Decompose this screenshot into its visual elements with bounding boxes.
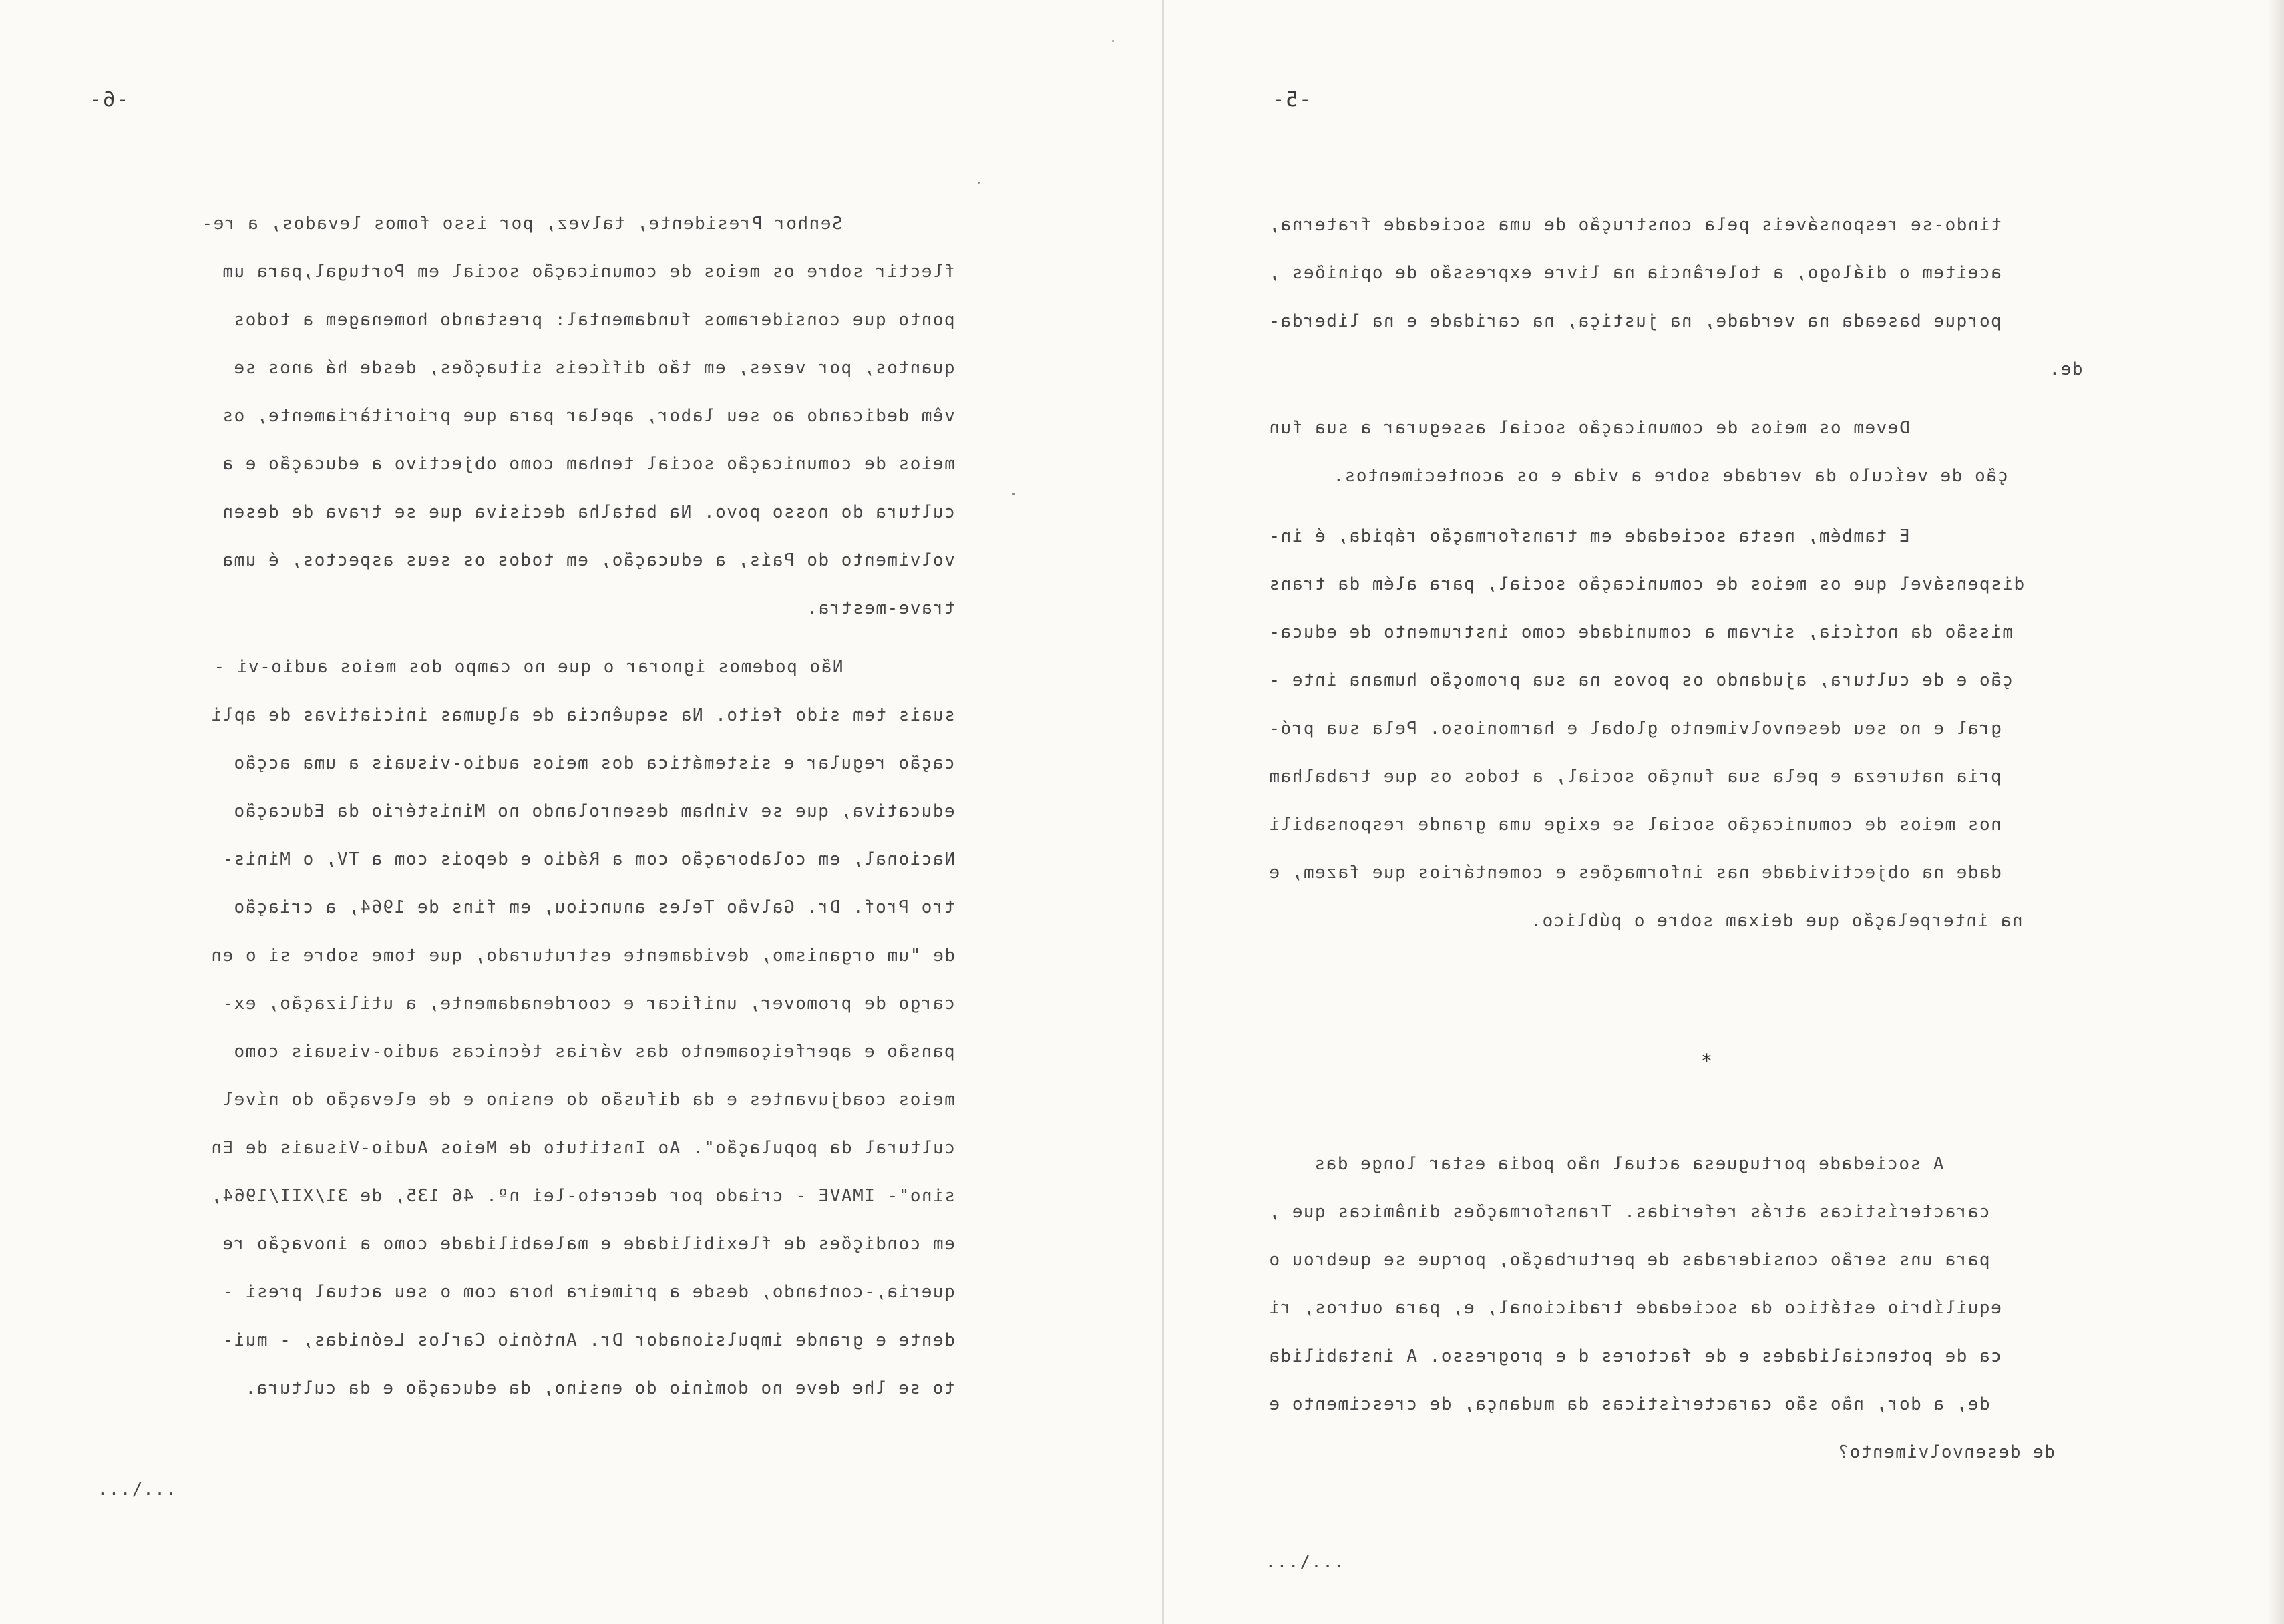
text-line: aceitem o diálogo, a tolerância na livre expressão de opiniões ,	[1268, 263, 2002, 283]
text-line: características atrás referidas. Transformações dinâmicas que ,	[1268, 1202, 1990, 1222]
text-line: quantos, por vezes, em tão difíceis situações, desde há anos se	[233, 358, 955, 378]
text-line: ção e de cultura, ajudando os povos na sua promoção humana inte -	[1268, 670, 2013, 690]
text-line: trave-mestra.	[806, 598, 955, 618]
text-line: tindo-se responsáveis pela construção de uma sociedade fraterna,	[1268, 215, 2002, 235]
text-line: de.	[2048, 359, 2083, 379]
continuation-mark: ...\...	[1264, 1552, 1345, 1572]
text-line: cultural da população". Ao Instituto de Meios Audio-Visuais de En	[210, 1138, 955, 1158]
text-line: missão da notícia, sirvam a comunidade como instrumento de educa-	[1268, 622, 2013, 642]
text-line: meios coadjuvantes e da difusão do ensino e de elevação do nível	[222, 1090, 955, 1110]
text-line: Senhor Presidente, talvez, por isso fomos levados, a re-	[201, 214, 843, 234]
text-line: dente e grande impulsionador Dr. António Carlos Leónidas, - mui-	[222, 1330, 955, 1350]
text-line: ponto que consideramos fundamental: prestando homenagem a todos	[233, 310, 955, 330]
text-line: Nacional, em colaboração com a Rádio e depois com a TV, o Minis-	[222, 849, 955, 869]
text-line: suais tem sido feito. Na sequência de algumas iniciativas de apli	[210, 705, 955, 725]
paper-speck	[1112, 40, 1114, 42]
page-number: -5-	[1271, 88, 1312, 112]
text-line: A sociedade portuguesa actual não podia estar longe das	[1314, 1154, 1944, 1174]
text-line: pria natureza e pela sua função social, a todos os que trabalham	[1268, 767, 2002, 787]
page-edge-shadow	[2267, 0, 2284, 1624]
paper-speck	[1012, 493, 1015, 495]
text-line: gral e no seu desenvolvimento global e harmonioso. Pela sua pró-	[1268, 719, 2002, 739]
text-line: vêm dedicando ao seu labor, apelar para que prioritàriamente, os	[222, 406, 955, 426]
text-line: para uns serão consideradas de perturbação, porque se quebrou o	[1268, 1250, 1990, 1270]
text-line: na interpelação que deixam sobre o público.	[1530, 911, 2023, 931]
text-line: porque baseada na verdade, na justiça, na caridade e na liberda-	[1268, 311, 2002, 331]
text-line: dispensável que os meios de comunicação social, para além da trans	[1268, 574, 2025, 594]
text-line: de "um organismo, devidamente estruturado, que tome sobre si o en	[210, 946, 955, 966]
text-line: ção de veículo da verdade sobre a vida e os acontecimentos.	[1332, 466, 2009, 486]
text-line: E também, nesta sociedade em transformação rápida, é in-	[1268, 526, 1910, 546]
right-page	[1164, 0, 2267, 1624]
text-line: to se lhe deve no domínio do ensino, da educação e da cultura.	[244, 1378, 955, 1398]
text-line: Devem os meios de comunicação social assegurar a sua fun	[1268, 418, 1910, 438]
text-line: Não podemos ignorar o que no campo dos meios audio-vi -	[212, 657, 843, 677]
text-line: flectir sobre os meios de comunicação social em Portugal,para um	[222, 262, 955, 282]
text-line: queria,-contando, desde a primeira hora com o seu actual presi -	[222, 1282, 955, 1302]
text-line: cultura do nosso povo. Na batalha decisiva que se trava de desen	[222, 502, 955, 522]
text-line: meios de comunicação social tenham como objectivo a educação e a	[222, 454, 955, 474]
page-number: -6-	[88, 88, 129, 112]
text-line: ca de potencialidades e de factores d e progresso. A instabilida	[1268, 1346, 2002, 1366]
text-line: pansão e aperfeiçoamento das várias técnicas audio-visuais como	[233, 1042, 955, 1062]
text-line: tro Prof. Dr. Galvão Teles anunciou, em fins de 1964, a criação	[233, 897, 955, 918]
text-line: equilíbrio estático da sociedade tradicional, e, para outros, ri	[1268, 1298, 2002, 1318]
text-line: educativa, que se vinham desenrolando no Ministério da Educação	[233, 801, 955, 821]
text-line: de, a dor, não são características da mudança, de crescimento e	[1268, 1394, 1990, 1414]
text-line: de desenvolvimento?	[1837, 1442, 2055, 1462]
text-line: cação regular e sistemática dos meios audio-visuais a uma acção	[233, 753, 955, 773]
text-line: sino"- IMAVE - criado por decreto-lei nº. 46 135, de 31/XII/1964,	[210, 1186, 955, 1206]
text-line: nos meios de comunicação social se exige uma grande responsabili	[1268, 815, 2002, 835]
text-line: volvimento do País, a educação, em todos os seus aspectos, é uma	[222, 550, 955, 570]
continuation-mark: ...\...	[96, 1480, 177, 1500]
text-line: em condições de flexibilidade e maleabilidade como a inovação re	[222, 1234, 955, 1254]
text-line: cargo de promover, unificar e coordenadamente, a utilização, ex-	[222, 994, 955, 1014]
section-separator: *	[1701, 1050, 1712, 1072]
text-line: dade na objectividade nas informações e comentários que fazem, e	[1268, 863, 2002, 883]
paper-speck	[978, 182, 980, 184]
